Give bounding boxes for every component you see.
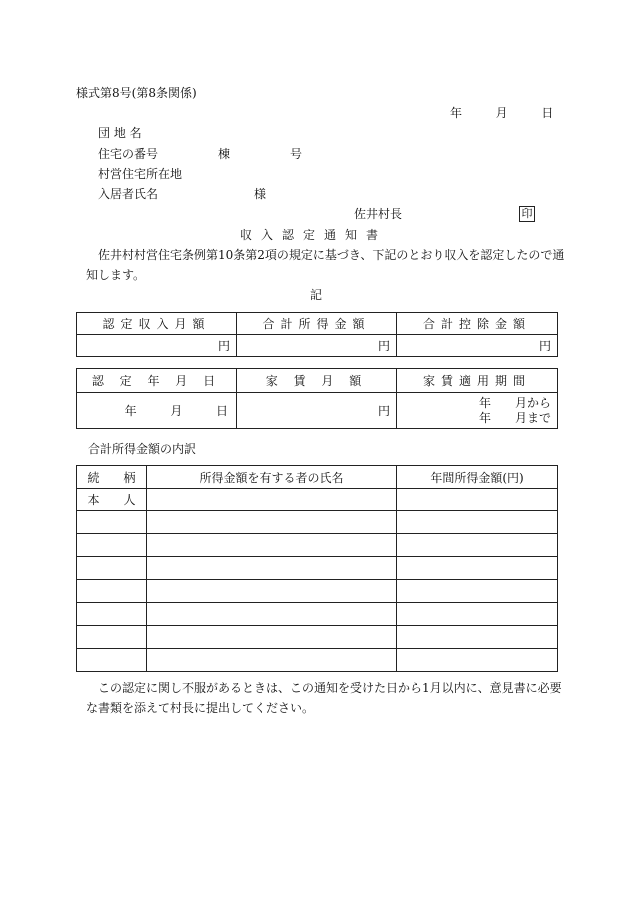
period-to: 年 月まで: [478, 410, 551, 425]
body-line-2: 知します。: [86, 268, 146, 282]
total-income-cell: [237, 335, 397, 357]
housing-number-label: 住宅の番号: [98, 147, 159, 161]
monthly-rent-cell: [237, 393, 397, 429]
header-annual-income: 年間所得金額(円): [397, 466, 558, 489]
relation-cell: [77, 603, 147, 626]
certified-income-cell: [77, 335, 237, 357]
table-row: [77, 489, 558, 511]
yen-unit: 円: [217, 339, 230, 353]
cert-month: 月: [170, 404, 183, 418]
yen-unit: 円: [377, 404, 390, 418]
rent-period-cell: [397, 393, 558, 429]
ki-heading: 記: [310, 288, 323, 302]
income-table: [76, 312, 558, 357]
income-cell: [397, 489, 558, 511]
unit-label: 号: [290, 147, 303, 161]
date-month: 月: [495, 106, 508, 120]
relation-cell: [77, 580, 147, 603]
income-cell: [397, 603, 558, 626]
income-cell: [397, 511, 558, 534]
header-total-income: 合計所得金額: [237, 313, 397, 335]
form-number: 様式第8号(第8条関係): [76, 86, 197, 100]
building-label: 棟: [218, 147, 231, 161]
total-deduction-cell: [397, 335, 558, 357]
relation-cell: [77, 649, 147, 672]
name-cell: [147, 580, 397, 603]
income-cell: [397, 580, 558, 603]
yen-unit: 円: [377, 339, 390, 353]
table-row: [77, 557, 558, 580]
table-row: [77, 580, 558, 603]
name-cell: [147, 626, 397, 649]
address-label: 村営住宅所在地: [98, 167, 183, 181]
relation-cell: [77, 557, 147, 580]
resident-name-label: 入居者氏名: [98, 187, 159, 201]
seal-icon: 印: [519, 206, 535, 222]
name-cell: [147, 534, 397, 557]
name-cell: [147, 649, 397, 672]
income-cell: [397, 557, 558, 580]
footer-line-1: この認定に関し不服があるときは、この通知を受けた日から1月以内に、意見書に必要: [98, 681, 562, 695]
name-cell: [147, 603, 397, 626]
cert-day: 日: [215, 404, 228, 418]
table-row: [77, 603, 558, 626]
period-from: 年 月から: [478, 395, 551, 410]
relation-cell: [77, 534, 147, 557]
date-year: 年: [450, 106, 463, 120]
complex-name-label: 団 地 名: [98, 126, 142, 140]
name-cell: [147, 557, 397, 580]
header-total-deduction: 合計控除金額: [397, 313, 558, 335]
relation-cell: [77, 626, 147, 649]
header-certified-income: 認定収入月額: [77, 313, 237, 335]
issuer: 佐井村長: [354, 207, 403, 221]
income-cell: [397, 626, 558, 649]
relation-cell: [77, 511, 147, 534]
document-title: 収入認定通知書: [240, 228, 388, 242]
name-cell: [147, 511, 397, 534]
breakdown-caption: 合計所得金額の内訳: [88, 442, 197, 456]
income-cell: [397, 534, 558, 557]
income-cell: [397, 649, 558, 672]
table-row: [77, 649, 558, 672]
footer-line-2: な書類を添えて村長に提出してください。: [86, 701, 315, 715]
certification-date-cell: [77, 393, 237, 429]
relation-self: 本 人: [77, 489, 147, 511]
date-line: [450, 106, 553, 121]
body-line-1: 佐井村村営住宅条例第10条第2項の規定に基づき、下記のとおり収入を認定したので通: [98, 248, 565, 262]
yen-unit: 円: [538, 339, 551, 353]
header-certification-date: 認 定 年 月 日: [77, 369, 237, 393]
header-monthly-rent: 家 賃 月 額: [237, 369, 397, 393]
table-row: [77, 534, 558, 557]
seal-mark: [519, 206, 535, 222]
header-rent-period: 家賃適用期間: [397, 369, 558, 393]
table-row: [77, 511, 558, 534]
name-cell: [147, 489, 397, 511]
rent-table: [76, 368, 558, 429]
header-relation: 続 柄: [77, 466, 147, 489]
honorific: 様: [254, 187, 267, 201]
cert-year: 年: [124, 404, 137, 418]
header-earner-name: 所得金額を有する者の氏名: [147, 466, 397, 489]
date-day: 日: [541, 106, 554, 120]
table-row: [77, 626, 558, 649]
breakdown-table: [76, 465, 558, 672]
